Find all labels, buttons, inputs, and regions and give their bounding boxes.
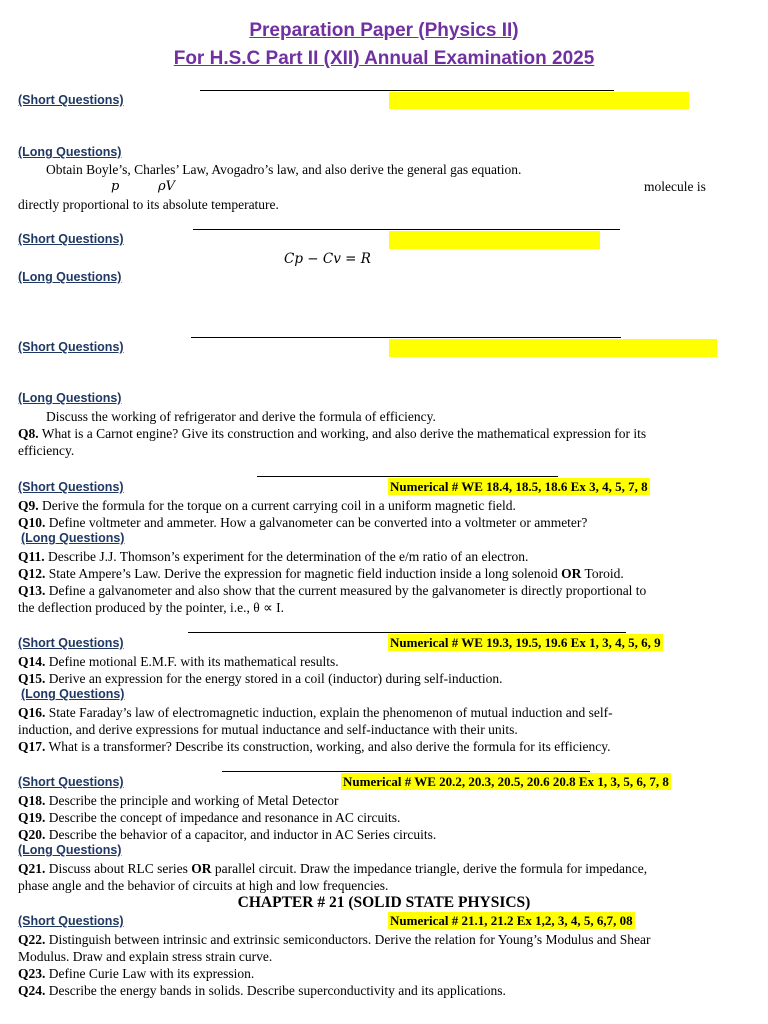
numerical-highlight <box>389 231 600 249</box>
chapter-heading-rule <box>193 229 620 230</box>
paper-title: Preparation Paper (Physics II) <box>249 20 519 41</box>
question-line: Discuss the working of refrigerator and derive the formula of efficiency. <box>46 409 436 424</box>
question-q20: Q20. Describe the behavior of a capacitor, and inductor in AC Series circuits. <box>18 827 437 842</box>
question-q17: Q17. What is a transformer? Describe its construction, working, and also derive the formula for its efficiency. <box>18 739 611 754</box>
question-q23: Q23. Define Curie Law with its expression. <box>18 966 255 981</box>
formula-fragment: ρV <box>158 179 176 194</box>
question-q24: Q24. Describe the energy bands in solids. Describe superconductivity and its applications. <box>18 983 506 998</box>
question-q21: Q21. Discuss about RLC series OR parallel circuit. Draw the impedance triangle, derive the formula for impedance, <box>18 861 648 876</box>
short-questions-label: (Short Questions) <box>18 93 124 107</box>
long-questions-label: (Long Questions) <box>18 391 122 405</box>
question-q11: Q11. Describe J.J. Thomson’s experiment for the determination of the e/m ratio of an electron. <box>18 549 529 564</box>
question-q12: Q12. State Ampere’s Law. Derive the expression for magnetic field induction inside a long solenoid OR Toroid. <box>18 566 624 581</box>
question-line: Obtain Boyle’s, Charles’ Law, Avogadro’s law, and also derive the general gas equation. <box>46 162 522 177</box>
short-questions-label: (Short Questions) <box>18 340 124 354</box>
chapter-heading-rule <box>191 337 621 338</box>
long-questions-label: (Long Questions) <box>21 687 125 701</box>
question-q16: Q16. State Faraday’s law of electromagnetic induction, explain the phenomenon of mutual induction and self- <box>18 705 613 720</box>
short-questions-label: (Short Questions) <box>18 232 124 246</box>
question-q13-cont: the deflection produced by the pointer, i.e., θ ∝ I. <box>18 600 284 615</box>
short-questions-label: (Short Questions) <box>18 775 124 789</box>
question-q18: Q18. Describe the principle and working of Metal Detector <box>18 793 339 808</box>
question-line: directly proportional to its absolute temperature. <box>18 197 279 212</box>
question-q13: Q13. Define a galvanometer and also show that the current measured by the galvanometer is directly proportional to <box>18 583 647 598</box>
long-questions-label: (Long Questions) <box>18 145 122 159</box>
formula: Cp − Cv = R <box>284 251 371 267</box>
question-fragment: molecule is <box>644 179 706 194</box>
question-q22: Q22. Distinguish between intrinsic and extrinsic semiconductors. Derive the relation for Young’s Modulus and Shear <box>18 932 651 947</box>
numerical-list: Numerical # 21.1, 21.2 Ex 1,2, 3, 4, 5, 6,7, 08 <box>390 913 633 928</box>
chapter-heading-rule <box>188 632 626 633</box>
question-q22-cont: Modulus. Draw and explain stress strain curve. <box>18 949 273 964</box>
numerical-list: Numerical # WE 19.3, 19.5, 19.6 Ex 1, 3, 4, 5, 6, 9 <box>390 635 661 650</box>
short-questions-label: (Short Questions) <box>18 914 124 928</box>
chapter-heading-rule <box>200 90 614 91</box>
question-q19: Q19. Describe the concept of impedance and resonance in AC circuits. <box>18 810 401 825</box>
long-questions-label: (Long Questions) <box>21 531 125 545</box>
short-questions-label: (Short Questions) <box>18 636 124 650</box>
numerical-list: Numerical # WE 20.2, 20.3, 20.5, 20.6 20.8 Ex 1, 3, 5, 6, 7, 8 <box>343 774 669 789</box>
question-q8-cont: efficiency. <box>18 443 75 458</box>
question-q21-cont: phase angle and the behavior of circuits at high and low frequencies. <box>18 878 389 893</box>
numerical-highlight <box>389 92 689 109</box>
chapter-heading-rule <box>257 476 558 477</box>
short-questions-label: (Short Questions) <box>18 480 124 494</box>
question-q9: Q9. Derive the formula for the torque on a current carrying coil in a uniform magnetic field. <box>18 498 516 513</box>
chapter-title: CHAPTER # 21 (SOLID STATE PHYSICS) <box>237 894 531 911</box>
numerical-list: Numerical # WE 18.4, 18.5, 18.6 Ex 3, 4, 5, 7, 8 <box>390 479 648 494</box>
long-questions-label: (Long Questions) <box>18 843 122 857</box>
chapter-heading-rule <box>222 771 590 772</box>
question-q15: Q15. Derive an expression for the energy stored in a coil (inductor) during self-induction. <box>18 671 503 686</box>
numerical-highlight <box>389 339 717 357</box>
paper-subtitle: For H.S.C Part II (XII) Annual Examination 2025 <box>173 48 595 69</box>
question-q14: Q14. Define motional E.M.F. with its mathematical results. <box>18 654 339 669</box>
question-q8: Q8. What is a Carnot engine? Give its construction and working, and also derive the mathematical expression for its <box>18 426 647 441</box>
long-questions-label: (Long Questions) <box>18 270 122 284</box>
question-q16-cont: induction, and derive expressions for mutual inductance and self-inductance with their units. <box>18 722 518 737</box>
question-q10: Q10. Define voltmeter and ammeter. How a galvanometer can be converted into a voltmeter or ammeter? <box>18 515 588 530</box>
formula-fragment: p <box>111 179 120 194</box>
